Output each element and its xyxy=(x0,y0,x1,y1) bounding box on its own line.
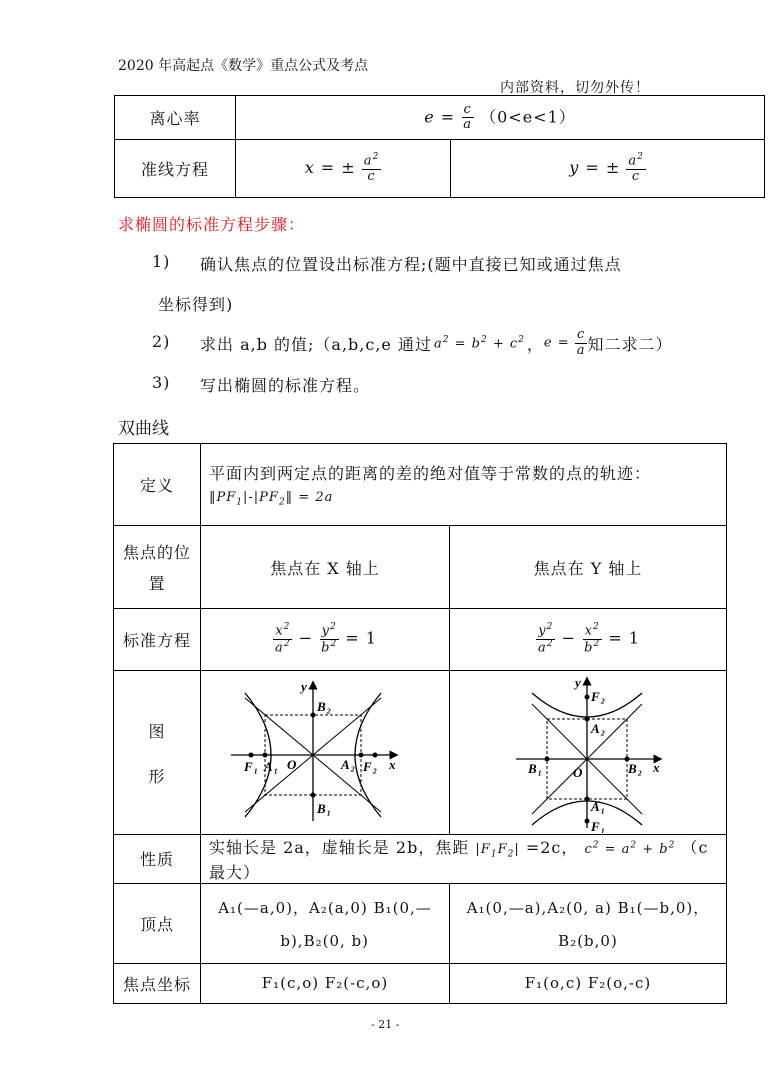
directrix-label: 准线方程 xyxy=(115,140,236,198)
fig-x-label-a2: A₂ xyxy=(341,756,357,772)
vertex-x-line1: A₁(—a,0)，A₂(a,0) B₁(0,— xyxy=(218,898,432,917)
step-2-identity: $a^2 = b^2 + c^2$ xyxy=(434,334,525,352)
fig-x-label-a1: A₁ xyxy=(264,758,280,774)
fig-x-label-b1: B₁ xyxy=(317,800,333,816)
hyperbola-x-figure xyxy=(201,673,449,833)
fig-x-label-f2: F₂ xyxy=(363,758,379,774)
property-identity: $c^2 = a^2 + b^2$ xyxy=(584,840,676,857)
focus-on-y-axis: 焦点在 Y 轴上 xyxy=(450,526,727,609)
definition-text: 平面内到两定点的距离的差的绝对值等于常数的点的轨迹： xyxy=(209,464,652,484)
step-2-mid: ， xyxy=(526,334,544,354)
figure-y-cell xyxy=(450,671,727,835)
ellipse-table xyxy=(114,95,765,198)
property-text-c: （c 最大） xyxy=(209,838,709,882)
fig-y-label-b2: B₂ xyxy=(628,760,644,776)
step-2-text: 求出 a,b 的值;（a,b,c,e 通过 xyxy=(200,334,432,354)
fig-y-label-f1: F₁ xyxy=(591,818,607,833)
fig-y-label-b1: B₁ xyxy=(528,760,544,776)
fig-x-label-f1: F₁ xyxy=(244,758,260,774)
fig-x-label-b2: B₂ xyxy=(317,698,333,714)
header-title: 2020 年高起点《数学》重点公式及考点 xyxy=(118,58,369,74)
step-2-number: 2) xyxy=(152,332,171,351)
fig-y-label-f2: F₂ xyxy=(591,688,607,704)
vertex-y-line2: B₂(b,0) xyxy=(558,931,618,950)
step-2-line xyxy=(200,326,673,360)
vertex-x-line2: b),B₂(0, b) xyxy=(280,931,369,950)
step-3-text: 写出椭圆的标准方程。 xyxy=(200,376,371,395)
vertex-y-cell xyxy=(450,883,727,963)
fig-y-label-a2: A₂ xyxy=(591,720,607,736)
eccentricity-label: 离心率 xyxy=(115,96,236,140)
definition-label: 定义 xyxy=(114,444,201,526)
fig-y-label-y: y xyxy=(575,674,582,690)
hyperbola-y-figure xyxy=(450,673,726,833)
property-text-b: =2c， xyxy=(525,838,579,857)
step-1-number: 1) xyxy=(152,252,171,271)
figure-label: 图 形 xyxy=(114,671,201,835)
property-focal-distance: $|F_1F_2|$ xyxy=(475,842,520,860)
fig-y-label-o: O xyxy=(573,764,584,780)
fig-y-label-a1: A₁ xyxy=(591,798,607,814)
vertex-y-line1: A₁(0,—a),A₂(0, a) B₁(—b,0)， xyxy=(466,898,710,917)
fig-y-label-x: x xyxy=(653,759,661,775)
vertex-x-cell xyxy=(201,883,450,963)
figure-x-cell xyxy=(201,671,450,835)
section-title: 双曲线 xyxy=(118,419,169,439)
standard-equation-x: $\frac{x^2}{a^2}$ − $\frac{y^2}{b^2}$ = 1 xyxy=(201,609,450,671)
property-cell xyxy=(201,835,727,884)
step-1-text: 确认焦点的位置设出标准方程;(题中直接已知或通过焦点 xyxy=(200,255,622,274)
property-label: 性质 xyxy=(114,835,201,884)
fig-x-label-o: O xyxy=(287,756,298,772)
step-2-end: 知二求二） xyxy=(587,334,673,354)
definition-formula: $‖PF_1|-|PF_2‖ = 2a$ xyxy=(209,490,334,508)
focus-coordinates-y: F₁(o,c) F₂(o,-c) xyxy=(450,963,727,1003)
page-number: - 21 - xyxy=(371,1018,400,1031)
eccentricity-formula: e = $\frac{c}{a}$ （0<e<1） xyxy=(236,96,765,140)
property-text-a: 实轴长是 2a，虚轴长是 2b，焦距 xyxy=(209,838,470,857)
step-2-eccentricity: e = $\frac{c}{a}$ xyxy=(543,327,586,358)
focus-coordinates-x: F₁(c,o) F₂(-c,o) xyxy=(201,963,450,1003)
fig-x-label-x: x xyxy=(389,756,397,772)
standard-equation-label: 标准方程 xyxy=(114,609,201,671)
header-confidential: 内部资料，切勿外传！ xyxy=(500,80,650,96)
focus-position-label: 焦点的位 置 xyxy=(114,526,201,609)
directrix-x-formula: x = ± $\frac{a^2}{c}$ xyxy=(236,140,451,198)
directrix-y-formula: y = ± $\frac{a^2}{c}$ xyxy=(451,140,765,198)
focus-coordinates-label: 焦点坐标 xyxy=(114,963,201,1003)
steps-heading: 求椭圆的标准方程步骤： xyxy=(118,215,306,234)
step-1-continued: 坐标得到) xyxy=(158,295,234,314)
focus-on-x-axis: 焦点在 X 轴上 xyxy=(201,526,450,609)
definition-cell xyxy=(201,444,727,526)
fig-x-label-y: y xyxy=(301,678,308,694)
vertex-label: 顶点 xyxy=(114,883,201,963)
step-3-number: 3) xyxy=(152,373,171,392)
hyperbola-table xyxy=(113,443,727,1004)
standard-equation-y: $\frac{y^2}{a^2}$ − $\frac{x^2}{b^2}$ = 1 xyxy=(450,609,727,671)
